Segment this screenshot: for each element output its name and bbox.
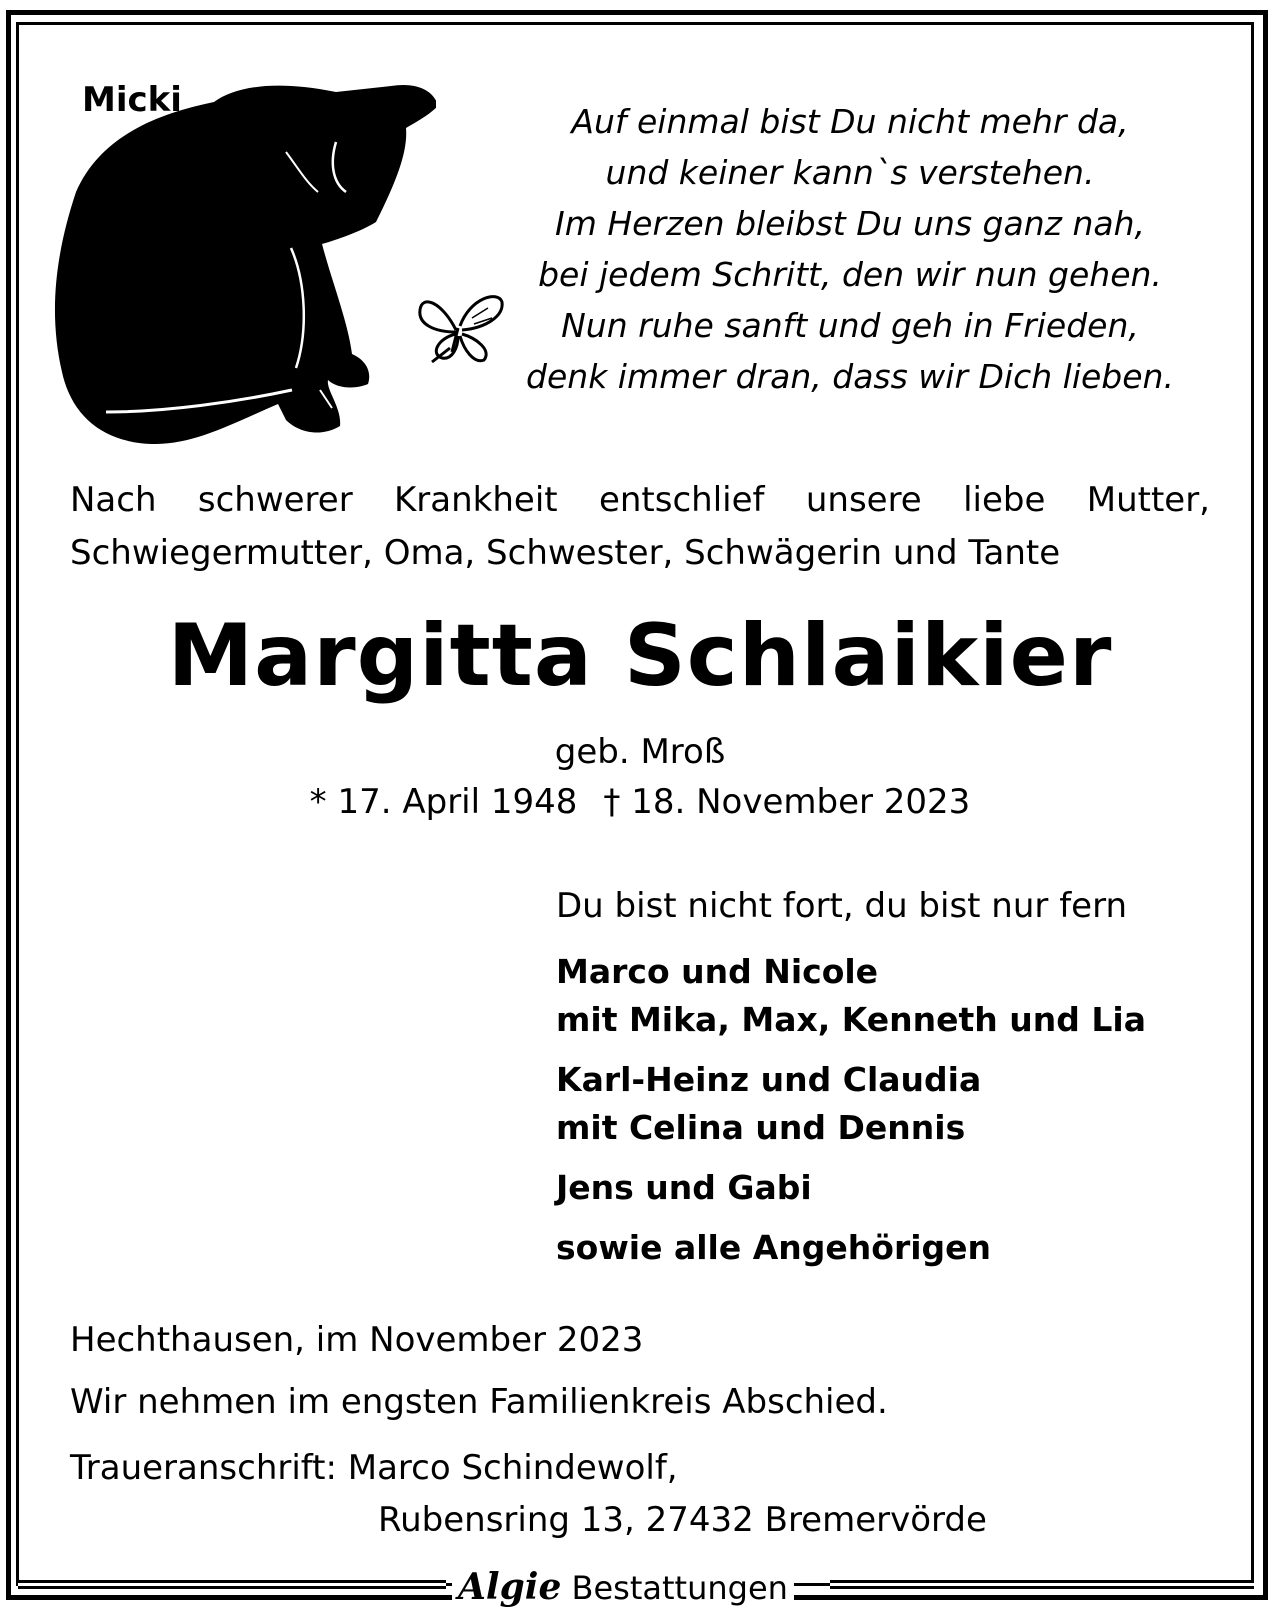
mourner-line: Jens und Gabi bbox=[556, 1168, 812, 1207]
mourning-address-line-2: Rubensring 13, 27432 Bremervörde bbox=[378, 1500, 987, 1540]
poem-line: Im Herzen bleibst Du uns ganz nah, bbox=[554, 204, 1145, 243]
place-date: Hechthausen, im November 2023 bbox=[70, 1320, 644, 1360]
footer-rule-left bbox=[18, 1580, 446, 1592]
deceased-name: Margitta Schlaikier bbox=[167, 606, 1113, 706]
mourner-group bbox=[556, 948, 1146, 1044]
announcement-line-2: Schwiegermutter, Oma, Schwester, Schwägerin und Tante bbox=[70, 533, 1061, 573]
mourner-line: sowie alle Angehörigen bbox=[556, 1228, 992, 1267]
funeral-home-brand bbox=[452, 1566, 794, 1608]
death-date: † 18. November 2023 bbox=[603, 782, 971, 822]
announcement-text bbox=[70, 474, 1210, 580]
word: schwerer bbox=[197, 480, 353, 520]
footer-rule-right bbox=[830, 1580, 1254, 1592]
poem bbox=[490, 96, 1210, 402]
birth-name: geb. Mroß bbox=[554, 732, 726, 772]
poem-line: Nun ruhe sanft und geh in Frieden, bbox=[561, 306, 1139, 345]
pet-name: Micki bbox=[82, 80, 182, 120]
mourner-line: Marco und Nicole bbox=[556, 952, 879, 991]
announcement-line-1 bbox=[70, 474, 1210, 527]
mourner-line: mit Celina und Dennis bbox=[556, 1108, 966, 1147]
motto: Du bist nicht fort, du bist nur fern bbox=[556, 886, 1128, 926]
mourning-address-line-1: Traueranschrift: Marco Schindewolf, bbox=[70, 1448, 678, 1488]
mourner-line: mit Mika, Max, Kenneth und Lia bbox=[556, 1000, 1146, 1039]
mourner-group bbox=[556, 1164, 1146, 1212]
birth-date: * 17. April 1948 bbox=[309, 782, 578, 822]
word: liebe bbox=[963, 480, 1046, 520]
word: entschlief bbox=[598, 480, 765, 520]
word: unsere bbox=[805, 480, 922, 520]
poem-line: bei jedem Schritt, den wir nun gehen. bbox=[538, 255, 1162, 294]
poem-line: Auf einmal bist Du nicht mehr da, bbox=[571, 102, 1129, 141]
word: Mutter, bbox=[1086, 480, 1210, 520]
mourner-group bbox=[556, 1056, 1146, 1152]
poem-line: denk immer dran, dass wir Dich lieben. bbox=[526, 357, 1174, 396]
mourners-list bbox=[556, 948, 1146, 1284]
farewell-note: Wir nehmen im engsten Familienkreis Abschied. bbox=[70, 1382, 888, 1422]
word: Nach bbox=[70, 480, 157, 520]
funeral-home-logo: Algie bbox=[458, 1566, 562, 1608]
mourner-group bbox=[556, 1224, 1146, 1272]
footer bbox=[0, 1566, 1280, 1608]
funeral-home-label: Bestattungen bbox=[571, 1569, 788, 1607]
life-dates bbox=[0, 782, 1280, 822]
poem-line: und keiner kann`s verstehen. bbox=[605, 153, 1095, 192]
cat-silhouette-icon bbox=[36, 72, 436, 464]
word: Krankheit bbox=[394, 480, 558, 520]
mourner-line: Karl-Heinz und Claudia bbox=[556, 1060, 982, 1099]
